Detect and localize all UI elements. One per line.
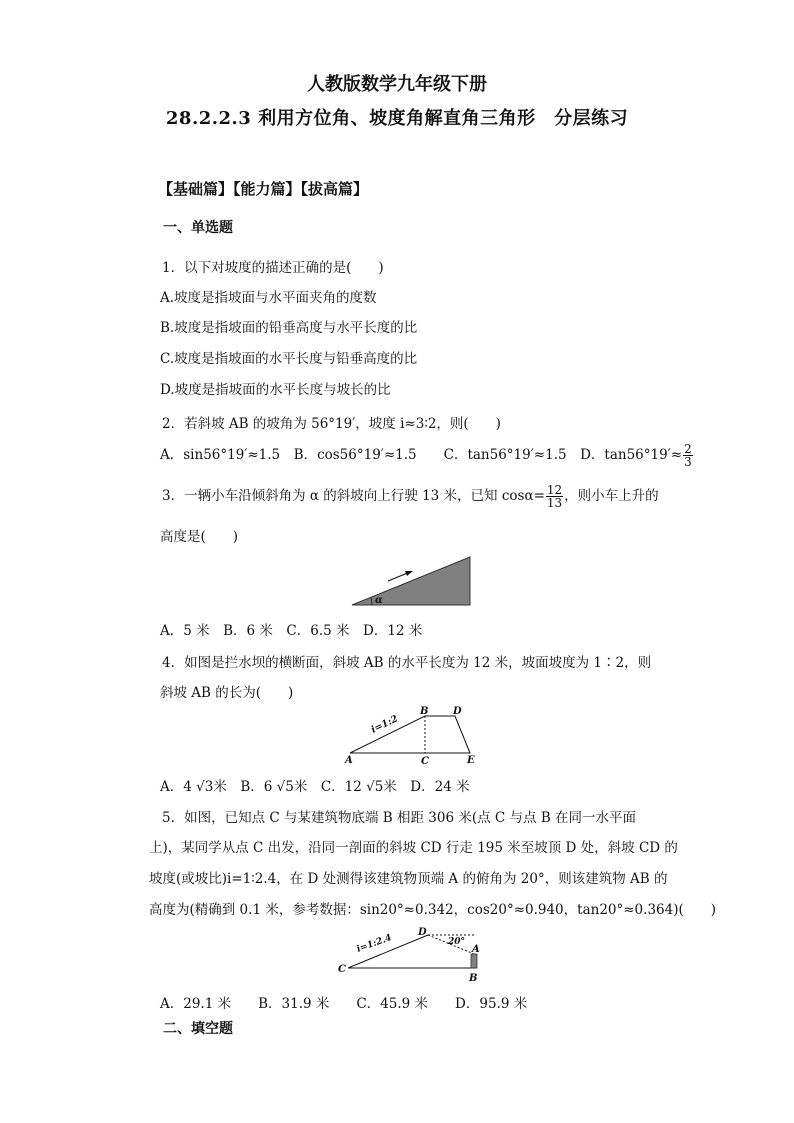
q5-building-ab: [471, 954, 477, 968]
q3-fraction-numerator: 12: [546, 483, 563, 497]
q5-slope-label: i=1:2.4: [355, 933, 394, 955]
q5-stem-line4: 高度为(精确到 0.1 米，参考数据：sin20°≈0.342，cos20°≈0.940，tan20°≈0.364)( ): [149, 902, 717, 918]
q3-stem-part-b: ，则小车上升的: [564, 488, 659, 504]
q2-stem-text: 2．若斜坡 AB 的坡角为 56°19′，坡度 i≈3∶2，则( ): [162, 416, 501, 432]
q4-stem-line2: 斜坡 AB 的长为( ): [160, 685, 294, 701]
page-title: 人教版数学九年级下册: [307, 74, 487, 95]
q1-option-a: A.坡度是指坡面与水平面夹角的度数: [160, 290, 377, 306]
q2-fraction-denominator: 3: [684, 455, 692, 469]
q4-label-b: B: [420, 706, 429, 717]
q4-label-c: C: [421, 756, 429, 767]
q4-label-e: E: [467, 755, 475, 766]
q3-slope-figure: [350, 555, 472, 607]
q5-label-c: C: [338, 964, 346, 975]
difficulty-sections: 【基础篇】【能力篇】【拔高篇】: [158, 180, 369, 198]
q3-alpha-label: α: [375, 595, 383, 606]
q3-fraction-denominator: 13: [546, 496, 563, 510]
q2-options-text: A．sin56°19′≈1.5 B．cos56°19′≈1.5 C．tan56°19′≈1.5 D．tan56°19′≈: [160, 447, 683, 463]
q5-label-d: D: [418, 927, 427, 938]
q1-option-b: B.坡度是指坡面的铅垂高度与水平长度的比: [160, 320, 418, 336]
q5-building-figure: [338, 926, 488, 982]
q5-label-b: B: [469, 973, 478, 984]
q1-option-c: C.坡度是指坡面的水平长度与铅垂高度的比: [160, 351, 418, 367]
section-heading-single-choice: 一、单选题: [163, 220, 233, 236]
q5-label-a: A: [472, 944, 480, 955]
page-subtitle: 28.2.2.3 利用方位角、坡度角解直角三角形 分层练习: [165, 108, 629, 129]
q2-fraction-numerator: 2: [684, 442, 692, 456]
q3-fraction: [546, 484, 563, 509]
q4-label-a: A: [345, 755, 353, 766]
q5-stem-line1: 5．如图，已知点 C 与某建筑物底端 B 相距 306 米(点 C 与点 B 在同一水平面: [162, 810, 637, 826]
q4-dam-outline: [350, 716, 470, 753]
q3-arrow-head: [405, 571, 413, 576]
q5-stem-line3: 坡度(或坡比)i=1∶2.4，在 D 处测得该建筑物顶端 A 的俯角为 20°，则该建筑物 AB 的: [149, 871, 668, 887]
q5-angle-label: 20°: [448, 937, 466, 947]
q4-options: A．4 √3米 B．6 √5米 C．12 √5米 D．24 米: [160, 779, 470, 795]
section-heading-fill-blank: 二、填空题: [163, 1021, 233, 1037]
q4-stem: 4．如图是拦水坝的横断面，斜坡 AB 的水平长度为 12 米，坡面坡度为 1∶2，则: [162, 655, 652, 671]
q3-stem-part-a: 3．一辆小车沿倾斜角为 α 的斜坡向上行驶 13 米，已知 cosα=: [162, 488, 545, 504]
q2-fraction: [683, 443, 693, 468]
q4-label-d: D: [453, 706, 462, 717]
q3-options: A．5 米 B．6 米 C．6.5 米 D．12 米: [160, 623, 423, 639]
q4-slope-label: i=1:2: [369, 713, 400, 736]
q5-stem-line2: 上)，某同学从点 C 出发，沿同一剖面的斜坡 CD 行走 195 米至坡顶 D 处，斜坡 CD 的: [149, 840, 678, 856]
q5-options: A．29.1 米 B．31.9 米 C．45.9 米 D．95.9 米: [160, 996, 528, 1012]
q2-options: [160, 443, 694, 468]
q3-stem-line2: 高度是( ): [160, 529, 239, 545]
q3-stem: [162, 484, 659, 509]
q1-option-d: D.坡度是指坡面的水平长度与坡长的比: [160, 382, 391, 398]
q3-slope-triangle: [352, 557, 470, 605]
q1-stem: 1．以下对坡度的描述正确的是( ): [162, 260, 384, 276]
q4-dam-figure: [345, 705, 480, 767]
